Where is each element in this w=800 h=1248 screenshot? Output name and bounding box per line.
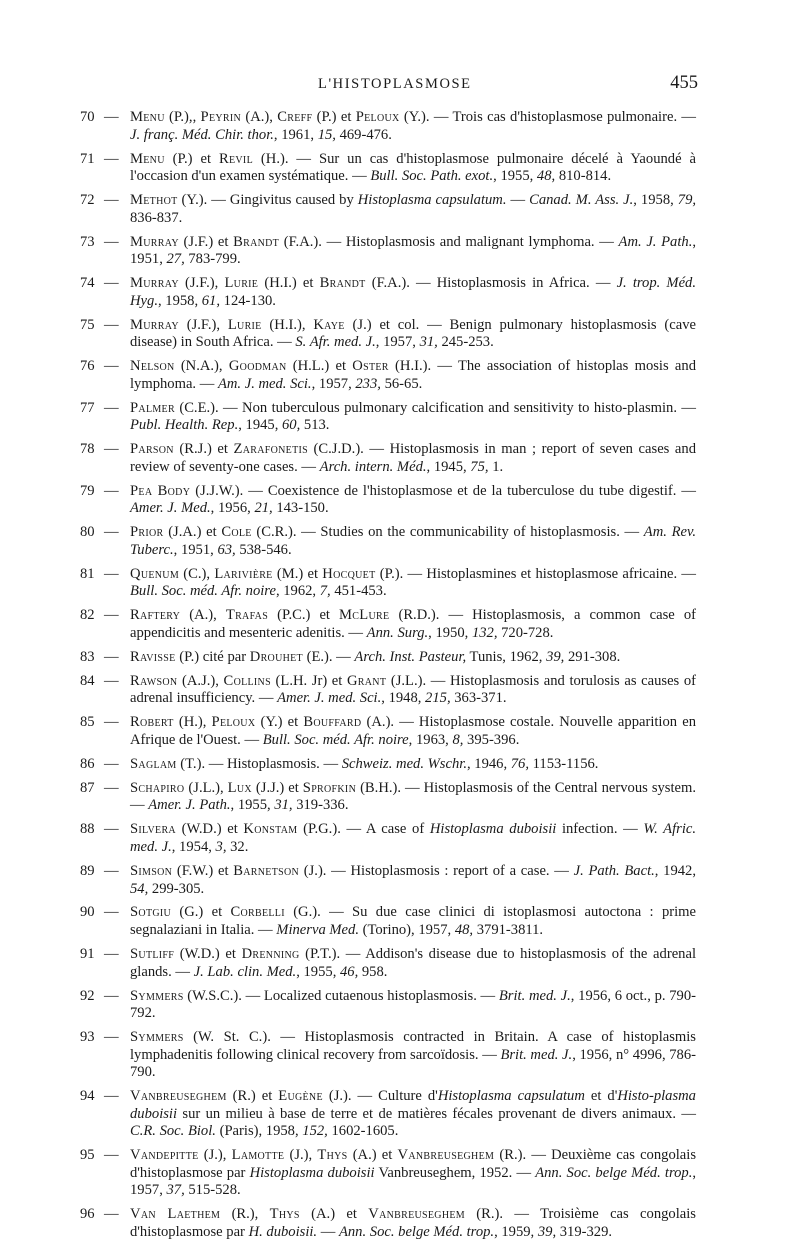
entry-number: 79 bbox=[80, 482, 95, 499]
entry-number: 84 bbox=[80, 672, 95, 689]
bibliography-entry bbox=[0, 234, 800, 269]
entry-number: 92 bbox=[80, 987, 95, 1004]
entry-text: Simson (F.W.) et Barnetson (J.). — Histoplasmosis : report of a case. — J. Path. Bact., 1942, 54, 299-305. bbox=[130, 862, 696, 897]
entry-dash: — bbox=[104, 358, 119, 375]
entry-dash: — bbox=[104, 399, 119, 416]
entry-dash: — bbox=[104, 1147, 119, 1164]
entry-dash: — bbox=[104, 714, 119, 731]
bibliography-entry bbox=[0, 714, 800, 749]
entry-number: 71 bbox=[80, 150, 95, 167]
entry-text: Pea Body (J.J.W.). — Coexistence de l'histoplasmose et de la tuberculose du tube digestif. — Amer. J. Med., 1956, 21, 143-150. bbox=[130, 482, 696, 517]
entry-text: Methot (Y.). — Gingivitus caused by Histoplasma capsulatum. — Canad. M. Ass. J., 1958, 79, 836-837. bbox=[130, 192, 697, 226]
entry-text: Palmer (C.E.). — Non tuberculous pulmonary calcification and sensitivity to histo-plasmin. — Publ. Health. Rep., 1945, 60, 513. bbox=[130, 399, 696, 434]
entry-text: Quenum (C.), Larivière (M.) et Hocquet (P.). — Histoplasmines et histoplasmose africaine. — Bull. Soc. méd. Afr. noire, 1962, 7, 451-453. bbox=[130, 565, 696, 600]
entry-dash: — bbox=[104, 607, 119, 624]
bibliography-entry bbox=[0, 358, 800, 393]
entry-text: Parson (R.J.) et Zarafonetis (C.J.D.). — Histoplasmosis in man ; report of seven cases and review of seventy-one cases. — Arch. intern. Méd., 1945, 75, 1. bbox=[130, 441, 696, 475]
entry-number: 88 bbox=[80, 821, 95, 838]
entry-text: Sutliff (W.D.) et Drenning (P.T.). — Addison's disease due to histoplasmosis of the adrenal glands. — J. Lab. clin. Med., 1955, 46, 958. bbox=[130, 945, 696, 980]
entry-text: Rawson (A.J.), Collins (L.H. Jr) et Grant (J.L.). — Histoplasmosis and torulosis as causes of adrenal insufficiency. — Amer. J. med. Sci., 1948, 215, 363-371. bbox=[130, 672, 696, 707]
entry-number: 94 bbox=[80, 1088, 95, 1105]
page-header bbox=[0, 74, 800, 96]
entry-number: 93 bbox=[80, 1029, 95, 1046]
entry-text: Menu (P.) et Revil (H.). — Sur un cas d'histoplasmose pulmonaire décelé à Yaoundé à l'occasion d'un examen systématique. — Bull. Soc. Path. exot., 1955, 48, 810-814. bbox=[130, 150, 696, 185]
bibliography-entry bbox=[0, 821, 800, 856]
entry-number: 83 bbox=[80, 648, 95, 665]
entry-dash: — bbox=[104, 904, 119, 921]
entry-number: 78 bbox=[80, 441, 95, 458]
entry-number: 77 bbox=[80, 399, 95, 416]
entry-number: 73 bbox=[80, 233, 95, 250]
entry-text: Nelson (N.A.), Goodman (H.L.) et Oster (H.I.). — The association of histoplas mosis and lymphoma. — Am. J. med. Sci., 1957, 233, 56-65. bbox=[130, 358, 696, 392]
entry-dash: — bbox=[104, 316, 119, 333]
entry-dash: — bbox=[104, 441, 119, 458]
entry-text: Van Laethem (R.), Thys (A.) et Vanbreuseghem (R.). — Troisième cas congolais d'histoplasmose par H. duboisii. — Ann. Soc. belge Méd. trop., 1959, 39, 319-329. bbox=[130, 1206, 696, 1240]
entry-dash: — bbox=[104, 1088, 119, 1105]
entry-text: Raftery (A.), Trafas (P.C.) et McLure (R.D.). — Histoplasmosis, a common case of appendicitis and mesenteric adenitis. — Ann. Surg., 1950, 132, 720-728. bbox=[130, 607, 696, 641]
bibliography-entry bbox=[0, 441, 800, 476]
entry-number: 72 bbox=[80, 192, 95, 209]
entry-dash: — bbox=[104, 109, 119, 125]
entry-dash: — bbox=[104, 755, 119, 772]
entry-dash: — bbox=[104, 1029, 119, 1046]
entry-number: 75 bbox=[80, 316, 95, 333]
bibliography-entry bbox=[0, 946, 800, 981]
entry-number: 89 bbox=[80, 862, 95, 879]
entry-number: 95 bbox=[80, 1147, 95, 1164]
bibliography-entry bbox=[0, 524, 800, 559]
bibliography-entry bbox=[0, 1206, 800, 1241]
entry-text: Robert (H.), Peloux (Y.) et Bouffard (A.). — Histoplasmose costale. Nouvelle apparition en Afrique de l'Ouest. — Bull. Soc. méd. Afr. noire, 1963, 8, 395-396. bbox=[130, 714, 696, 748]
bibliography-entry bbox=[0, 400, 800, 435]
entry-dash: — bbox=[104, 524, 119, 541]
entry-number: 96 bbox=[80, 1206, 95, 1223]
entry-text: Silvera (W.D.) et Konstam (P.G.). — A case of Histoplasma duboisii infection. — W. Afric. med. J., 1954, 3, 32. bbox=[130, 821, 697, 855]
entry-number: 76 bbox=[80, 358, 95, 375]
entry-number: 80 bbox=[80, 524, 95, 541]
entry-number: 74 bbox=[80, 275, 95, 292]
bibliography-list bbox=[0, 109, 800, 1248]
bibliography-entry bbox=[0, 1029, 800, 1082]
bibliography-entry bbox=[0, 756, 800, 774]
bibliography-entry bbox=[0, 317, 800, 352]
entry-dash: — bbox=[104, 987, 119, 1004]
entry-text: Sotgiu (G.) et Corbelli (G.). — Su due case clinici di istoplasmosi autoctona : prime segnalaziani in Italia. — Minerva Med. (Torino), 1957, 48, 3791-3811. bbox=[130, 904, 696, 939]
bibliography-entry bbox=[0, 109, 800, 144]
entry-dash: — bbox=[104, 150, 119, 167]
bibliography-entry bbox=[0, 904, 800, 939]
entry-dash: — bbox=[104, 945, 119, 962]
entry-text: Prior (J.A.) et Cole (C.R.). — Studies on the communicability of histoplasmosis. — Am. Rev. Tuberc., 1951, 63, 538-546. bbox=[130, 524, 697, 558]
entry-number: 70 bbox=[80, 109, 95, 125]
bibliography-entry bbox=[0, 673, 800, 708]
entry-number: 82 bbox=[80, 607, 95, 624]
page-number: 455 bbox=[670, 73, 698, 93]
bibliography-entry bbox=[0, 483, 800, 518]
bibliography-entry bbox=[0, 607, 800, 642]
running-title: L'HISTOPLASMOSE bbox=[318, 76, 472, 92]
entry-dash: — bbox=[104, 779, 119, 796]
bibliography-entry bbox=[0, 780, 800, 815]
entry-dash: — bbox=[104, 672, 119, 689]
bibliography-entry bbox=[0, 192, 800, 227]
entry-dash: — bbox=[104, 648, 119, 665]
entry-dash: — bbox=[104, 192, 119, 209]
entry-number: 87 bbox=[80, 779, 95, 796]
bibliography-entry bbox=[0, 863, 800, 898]
entry-text: Vanbreuseghem (R.) et Eugène (J.). — Culture d'Histoplasma capsulatum et d'Histo-plasma duboisii sur un milieu à base de terre et de matières fécales provenant de divers animaux. — C.R. Soc. Biol. (Paris), 1958, 152, 1602-1605. bbox=[130, 1088, 696, 1140]
entry-text: Schapiro (J.L.), Lux (J.J.) et Sprofkin (B.H.). — Histoplasmosis of the Central nervous system. — Amer. J. Path., 1955, 31, 319-336. bbox=[130, 779, 697, 814]
bibliography-entry bbox=[0, 649, 800, 667]
entry-number: 91 bbox=[80, 945, 95, 962]
entry-dash: — bbox=[104, 482, 119, 499]
entry-dash: — bbox=[104, 275, 119, 292]
bibliography-entry bbox=[0, 988, 800, 1023]
entry-number: 86 bbox=[80, 755, 95, 772]
entry-dash: — bbox=[104, 1206, 119, 1223]
entry-text: Vandepitte (J.), Lamotte (J.), Thys (A.) et Vanbreuseghem (R.). — Deuxième cas congolais d'histoplasmose par Histoplasma duboisii Vanbreuseghem, 1952. — Ann. Soc. belge Méd. trop., 1957, 37, 515-528. bbox=[130, 1147, 697, 1199]
entry-text: Murray (J.F.), Lurie (H.I.) et Brandt (F.A.). — Histoplasmosis in Africa. — J. trop. Méd. Hyg., 1958, 61, 124-130. bbox=[130, 275, 696, 309]
entry-number: 85 bbox=[80, 714, 95, 731]
entry-text: Symmers (W.S.C.). — Localized cutaenous histoplasmosis. — Brit. med. J., 1956, 6 oct., p. 790-792. bbox=[130, 987, 696, 1022]
bibliography-entry bbox=[0, 1147, 800, 1200]
entry-number: 90 bbox=[80, 904, 95, 921]
entry-text: Menu (P.),, Peyrin (A.), Creff (P.) et Peloux (Y.). — Trois cas d'histoplasmose pulmonaire. — J. franç. Méd. Chir. thor., 1961, 15, 469-476. bbox=[130, 109, 697, 143]
entry-dash: — bbox=[104, 565, 119, 582]
entry-text: Murray (J.F.), Lurie (H.I.), Kaye (J.) et col. — Benign pulmonary histoplasmosis (cave disease) in South Africa. — S. Afr. med. J., 1957, 31, 245-253. bbox=[130, 316, 696, 351]
entry-number: 81 bbox=[80, 565, 95, 582]
bibliography-entry bbox=[0, 1088, 800, 1141]
entry-dash: — bbox=[104, 821, 119, 838]
entry-text: Murray (J.F.) et Brandt (F.A.). — Histoplasmosis and malignant lymphoma. — Am. J. Path., 1951, 27, 783-799. bbox=[130, 233, 696, 268]
entry-dash: — bbox=[104, 862, 119, 879]
entry-dash: — bbox=[104, 233, 119, 250]
entry-text: Symmers (W. St. C.). — Histoplasmosis contracted in Britain. A case of histoplasmis lymphadenitis following clinical recovery from sarcoïdosis. — Brit. med. J., 1956, n° 4996, 786-790. bbox=[130, 1029, 696, 1081]
bibliography-entry bbox=[0, 275, 800, 310]
bibliography-entry bbox=[0, 151, 800, 186]
bibliography-entry bbox=[0, 566, 800, 601]
entry-text: Ravisse (P.) cité par Drouhet (E.). — Arch. Inst. Pasteur, Tunis, 1962, 39, 291-308. bbox=[130, 648, 621, 665]
entry-text: Saglam (T.). — Histoplasmosis. — Schweiz. med. Wschr., 1946, 76, 1153-1156. bbox=[130, 755, 599, 772]
